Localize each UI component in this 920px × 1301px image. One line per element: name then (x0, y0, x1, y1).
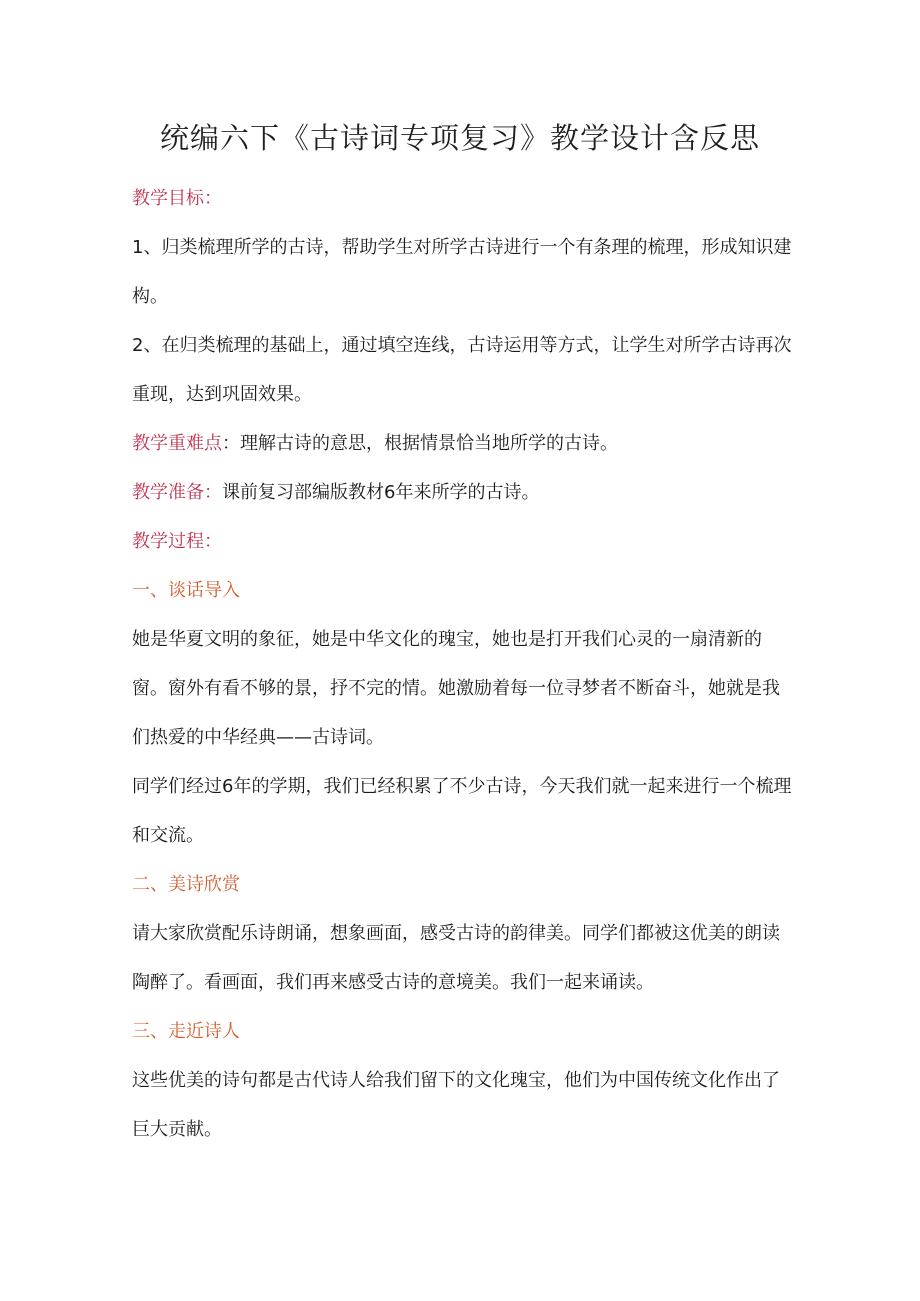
section-1-paragraph-2: 同学们经过6年的学期，我们已经积累了不少古诗，今天我们就一起来进行一个梳理和交流。 (132, 776, 792, 846)
section-2-heading: 二、美诗欣赏 (132, 874, 240, 895)
preparation (132, 468, 792, 517)
key-points-label: 教学重难点 (132, 433, 222, 454)
process-label: 教学过程： (132, 531, 222, 552)
objectives-label: 教学目标： (132, 188, 222, 209)
section-3-paragraph-1: 这些优美的诗句都是古代诗人给我们留下的文化瑰宝，他们为中国传统文化作出了巨大贡献。 (132, 1070, 780, 1140)
section-1-paragraph-1: 她是华夏文明的象征，她是中华文化的瑰宝，她也是打开我们心灵的一扇清新的窗。窗外有看不够的景，抒不完的情。她激励着每一位寻梦者不断奋斗，她就是我们热爱的中华经典——古诗词。 (132, 629, 780, 748)
preparation-text: 课前复习部编版教材6年来所学的古诗。 (222, 482, 540, 503)
key-points (132, 419, 792, 468)
key-points-text: ：理解古诗的意思，根据情景恰当地所学的古诗。 (222, 433, 618, 454)
section-2-paragraph-1: 请大家欣赏配乐诗朗诵，想象画面，感受古诗的韵律美。同学们都被这优美的朗读陶醉了。看画面，我们再来感受古诗的意境美。我们一起来诵读。 (132, 923, 780, 993)
section-1-heading: 一、谈话导入 (132, 580, 240, 601)
document-body (132, 174, 792, 1154)
preparation-label: 教学准备： (132, 482, 222, 503)
document-title: 统编六下《古诗词专项复习》教学设计含反思 (159, 121, 760, 155)
objective-2: 2、在归类梳理的基础上，通过填空连线，古诗运用等方式，让学生对所学古诗再次重现，达到巩固效果。 (132, 335, 792, 405)
objective-1: 1、归类梳理所学的古诗，帮助学生对所学古诗进行一个有条理的梳理，形成知识建构。 (132, 237, 792, 307)
section-3-heading: 三、走近诗人 (132, 1021, 240, 1042)
